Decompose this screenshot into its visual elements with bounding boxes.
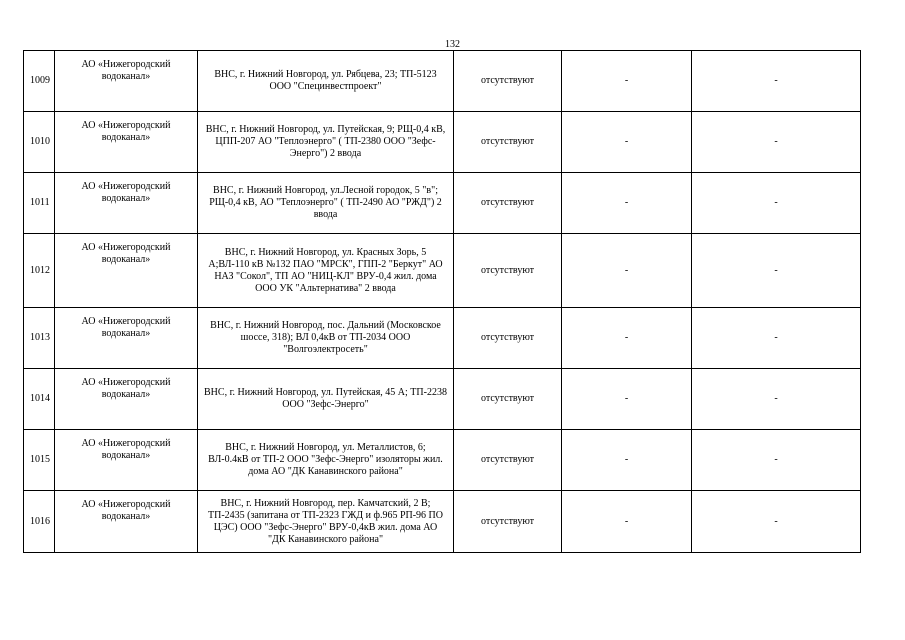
table-row: [24, 369, 861, 430]
organization-cell: АО «Нижегородский водоканал»: [55, 112, 198, 173]
value-cell-5: -: [562, 112, 692, 173]
organization-cell: АО «Нижегородский водоканал»: [55, 173, 198, 234]
organization-cell: АО «Нижегородский водоканал»: [55, 430, 198, 491]
registry-table: [23, 50, 861, 553]
value-cell-6: -: [692, 173, 861, 234]
value-cell-5: -: [562, 173, 692, 234]
organization-cell: АО «Нижегородский водоканал»: [55, 369, 198, 430]
object-cell: ВНС, г. Нижний Новгород, ул. Путейская, 45 А; ТП-2238 ООО "Зефс-Энерго": [198, 369, 454, 430]
table-row: [24, 112, 861, 173]
object-cell: ВНС, г. Нижний Новгород, ул. Путейская, 9; РЩ-0,4 кВ, ЦПП-207 АО "Теплоэнерго" ( ТП-2380 ООО "Зефс-Энерго") 2 ввода: [198, 112, 454, 173]
row-number: 1014: [24, 369, 55, 430]
table-row: [24, 234, 861, 308]
row-number: 1015: [24, 430, 55, 491]
status-cell: отсутствуют: [454, 369, 562, 430]
row-number: 1016: [24, 491, 55, 553]
status-cell: отсутствуют: [454, 173, 562, 234]
status-cell: отсутствуют: [454, 51, 562, 112]
table-row: [24, 173, 861, 234]
value-cell-6: -: [692, 51, 861, 112]
row-number: 1012: [24, 234, 55, 308]
value-cell-6: -: [692, 369, 861, 430]
status-cell: отсутствуют: [454, 491, 562, 553]
value-cell-6: -: [692, 430, 861, 491]
status-cell: отсутствуют: [454, 308, 562, 369]
value-cell-5: -: [562, 430, 692, 491]
value-cell-6: -: [692, 234, 861, 308]
object-cell: ВНС, г. Нижний Новгород, ул. Металлистов, 6; ВЛ-0.4кВ от ТП-2 ООО "Зефс-Энерго" изоляторы жил. дома АО "ДК Канавинского района": [198, 430, 454, 491]
row-number: 1010: [24, 112, 55, 173]
organization-cell: АО «Нижегородский водоканал»: [55, 491, 198, 553]
status-cell: отсутствуют: [454, 430, 562, 491]
value-cell-5: -: [562, 51, 692, 112]
value-cell-6: -: [692, 308, 861, 369]
row-number: 1011: [24, 173, 55, 234]
value-cell-6: -: [692, 112, 861, 173]
organization-cell: АО «Нижегородский водоканал»: [55, 234, 198, 308]
value-cell-5: -: [562, 491, 692, 553]
table-row: [24, 491, 861, 553]
status-cell: отсутствуют: [454, 112, 562, 173]
row-number: 1009: [24, 51, 55, 112]
status-cell: отсутствуют: [454, 234, 562, 308]
page-number: 132: [445, 39, 460, 50]
value-cell-5: -: [562, 308, 692, 369]
value-cell-5: -: [562, 234, 692, 308]
row-number: 1013: [24, 308, 55, 369]
object-cell: ВНС, г. Нижний Новгород, пос. Дальний (Московское шоссе, 318); ВЛ 0,4кВ от ТП-2034 ООО "Волгоэлектросеть": [198, 308, 454, 369]
table-row: [24, 51, 861, 112]
value-cell-5: -: [562, 369, 692, 430]
object-cell: ВНС, г. Нижний Новгород, ул. Красных Зорь, 5 А;ВЛ-110 кВ №132 ПАО "МРСК", ГПП-2 "Беркут" АО НАЗ "Сокол", ТП АО "НИЦ-КЛ" ВРУ-0,4 жил. дома ООО УК "Альтернатива" 2 ввода: [198, 234, 454, 308]
organization-cell: АО «Нижегородский водоканал»: [55, 51, 198, 112]
object-cell: ВНС, г. Нижний Новгород, пер. Камчатский, 2 В; ТП-2435 (запитана от ТП-2323 ГЖД и ф.965 РП-96 ПО ЦЭС) ООО "Зефс-Энерго" ВРУ-0,4кВ жил. дома АО "ДК Канавинского района": [198, 491, 454, 553]
table-row: [24, 308, 861, 369]
object-cell: ВНС, г. Нижний Новгород, ул. Рябцева, 23; ТП-5123 ООО "Специнвестпроект": [198, 51, 454, 112]
object-cell: ВНС, г. Нижний Новгород, ул.Лесной городок, 5 "в"; РЩ-0,4 кВ, АО "Теплоэнерго" ( ТП-2490 АО "РЖД") 2 ввода: [198, 173, 454, 234]
organization-cell: АО «Нижегородский водоканал»: [55, 308, 198, 369]
table-row: [24, 430, 861, 491]
value-cell-6: -: [692, 491, 861, 553]
